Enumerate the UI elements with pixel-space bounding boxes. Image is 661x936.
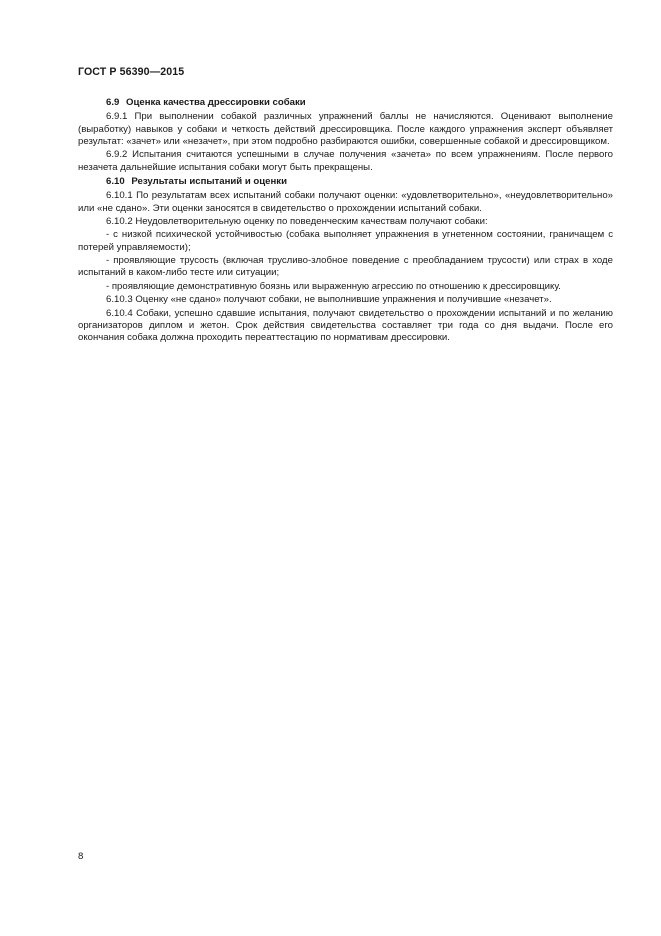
- section-number: 6.10: [106, 176, 125, 188]
- paragraph-6-10-4: 6.10.4 Собаки, успешно сдавшие испытания, получают свидетельство о прохождении испытаний и по желанию организаторов диплом и жетон. Срок действия свидетельства составляет три года со дня выдачи. После его окончания собака должна проходить переаттестацию по нормативам дрессировки.: [78, 307, 613, 344]
- paragraph-6-9-1: 6.9.1 При выполнении собакой различных упражнений баллы не начисляются. Оценивают выполнение (выработку) навыков у собаки и четкость действий дрессировщика. После каждого упражнения эксперт объявляет результат: «зачет» или «незачет», при этом подробно разбираются ошибки, совершенные собакой и дрессировщиком.: [78, 111, 613, 148]
- document-header: ГОСТ Р 56390—2015: [78, 66, 185, 78]
- document-body: [78, 97, 613, 346]
- section-heading-6-10: [78, 176, 613, 188]
- paragraph-6-10-3: 6.10.3 Оценку «не сдано» получают собаки, не выполнившие упражнения и получившие «незачет».: [106, 294, 552, 306]
- paragraph-6-10-1: 6.10.1 По результатам всех испытаний собаки получают оценки: «удовлетворительно», «неудовлетворительно» или «не сдано». Эти оценки заносятся в свидетельство о прохождении испытаний собаки.: [78, 190, 613, 214]
- paragraph-6-10-2: 6.10.2 Неудовлетворительную оценку по поведенческим качествам получают собаки:: [106, 216, 488, 228]
- section-title: Результаты испытаний и оценки: [131, 176, 287, 188]
- section-title: Оценка качества дрессировки собаки: [126, 97, 306, 108]
- list-item: - проявляющие трусость (включая трусливо-злобное поведение с преобладанием трусости) или страх в ходе испытаний в каком-либо тесте или ситуации;: [78, 255, 613, 279]
- section-heading-6-9: [78, 97, 613, 109]
- section-number: 6.9: [106, 97, 120, 108]
- list-item: - проявляющие демонстративную боязнь или выраженную агрессию по отношению к дрессировщику.: [106, 280, 561, 292]
- page-number: 8: [78, 851, 84, 862]
- list-item: - с низкой психической устойчивостью (собака выполняет упражнения в угнетенном состоянии, граничащем с потерей управляемости);: [78, 229, 613, 253]
- paragraph-6-9-2: 6.9.2 Испытания считаются успешными в случае получения «зачета» по всем упражнениям. После первого незачета дальнейшие испытания собаки могут быть прекращены.: [78, 149, 613, 173]
